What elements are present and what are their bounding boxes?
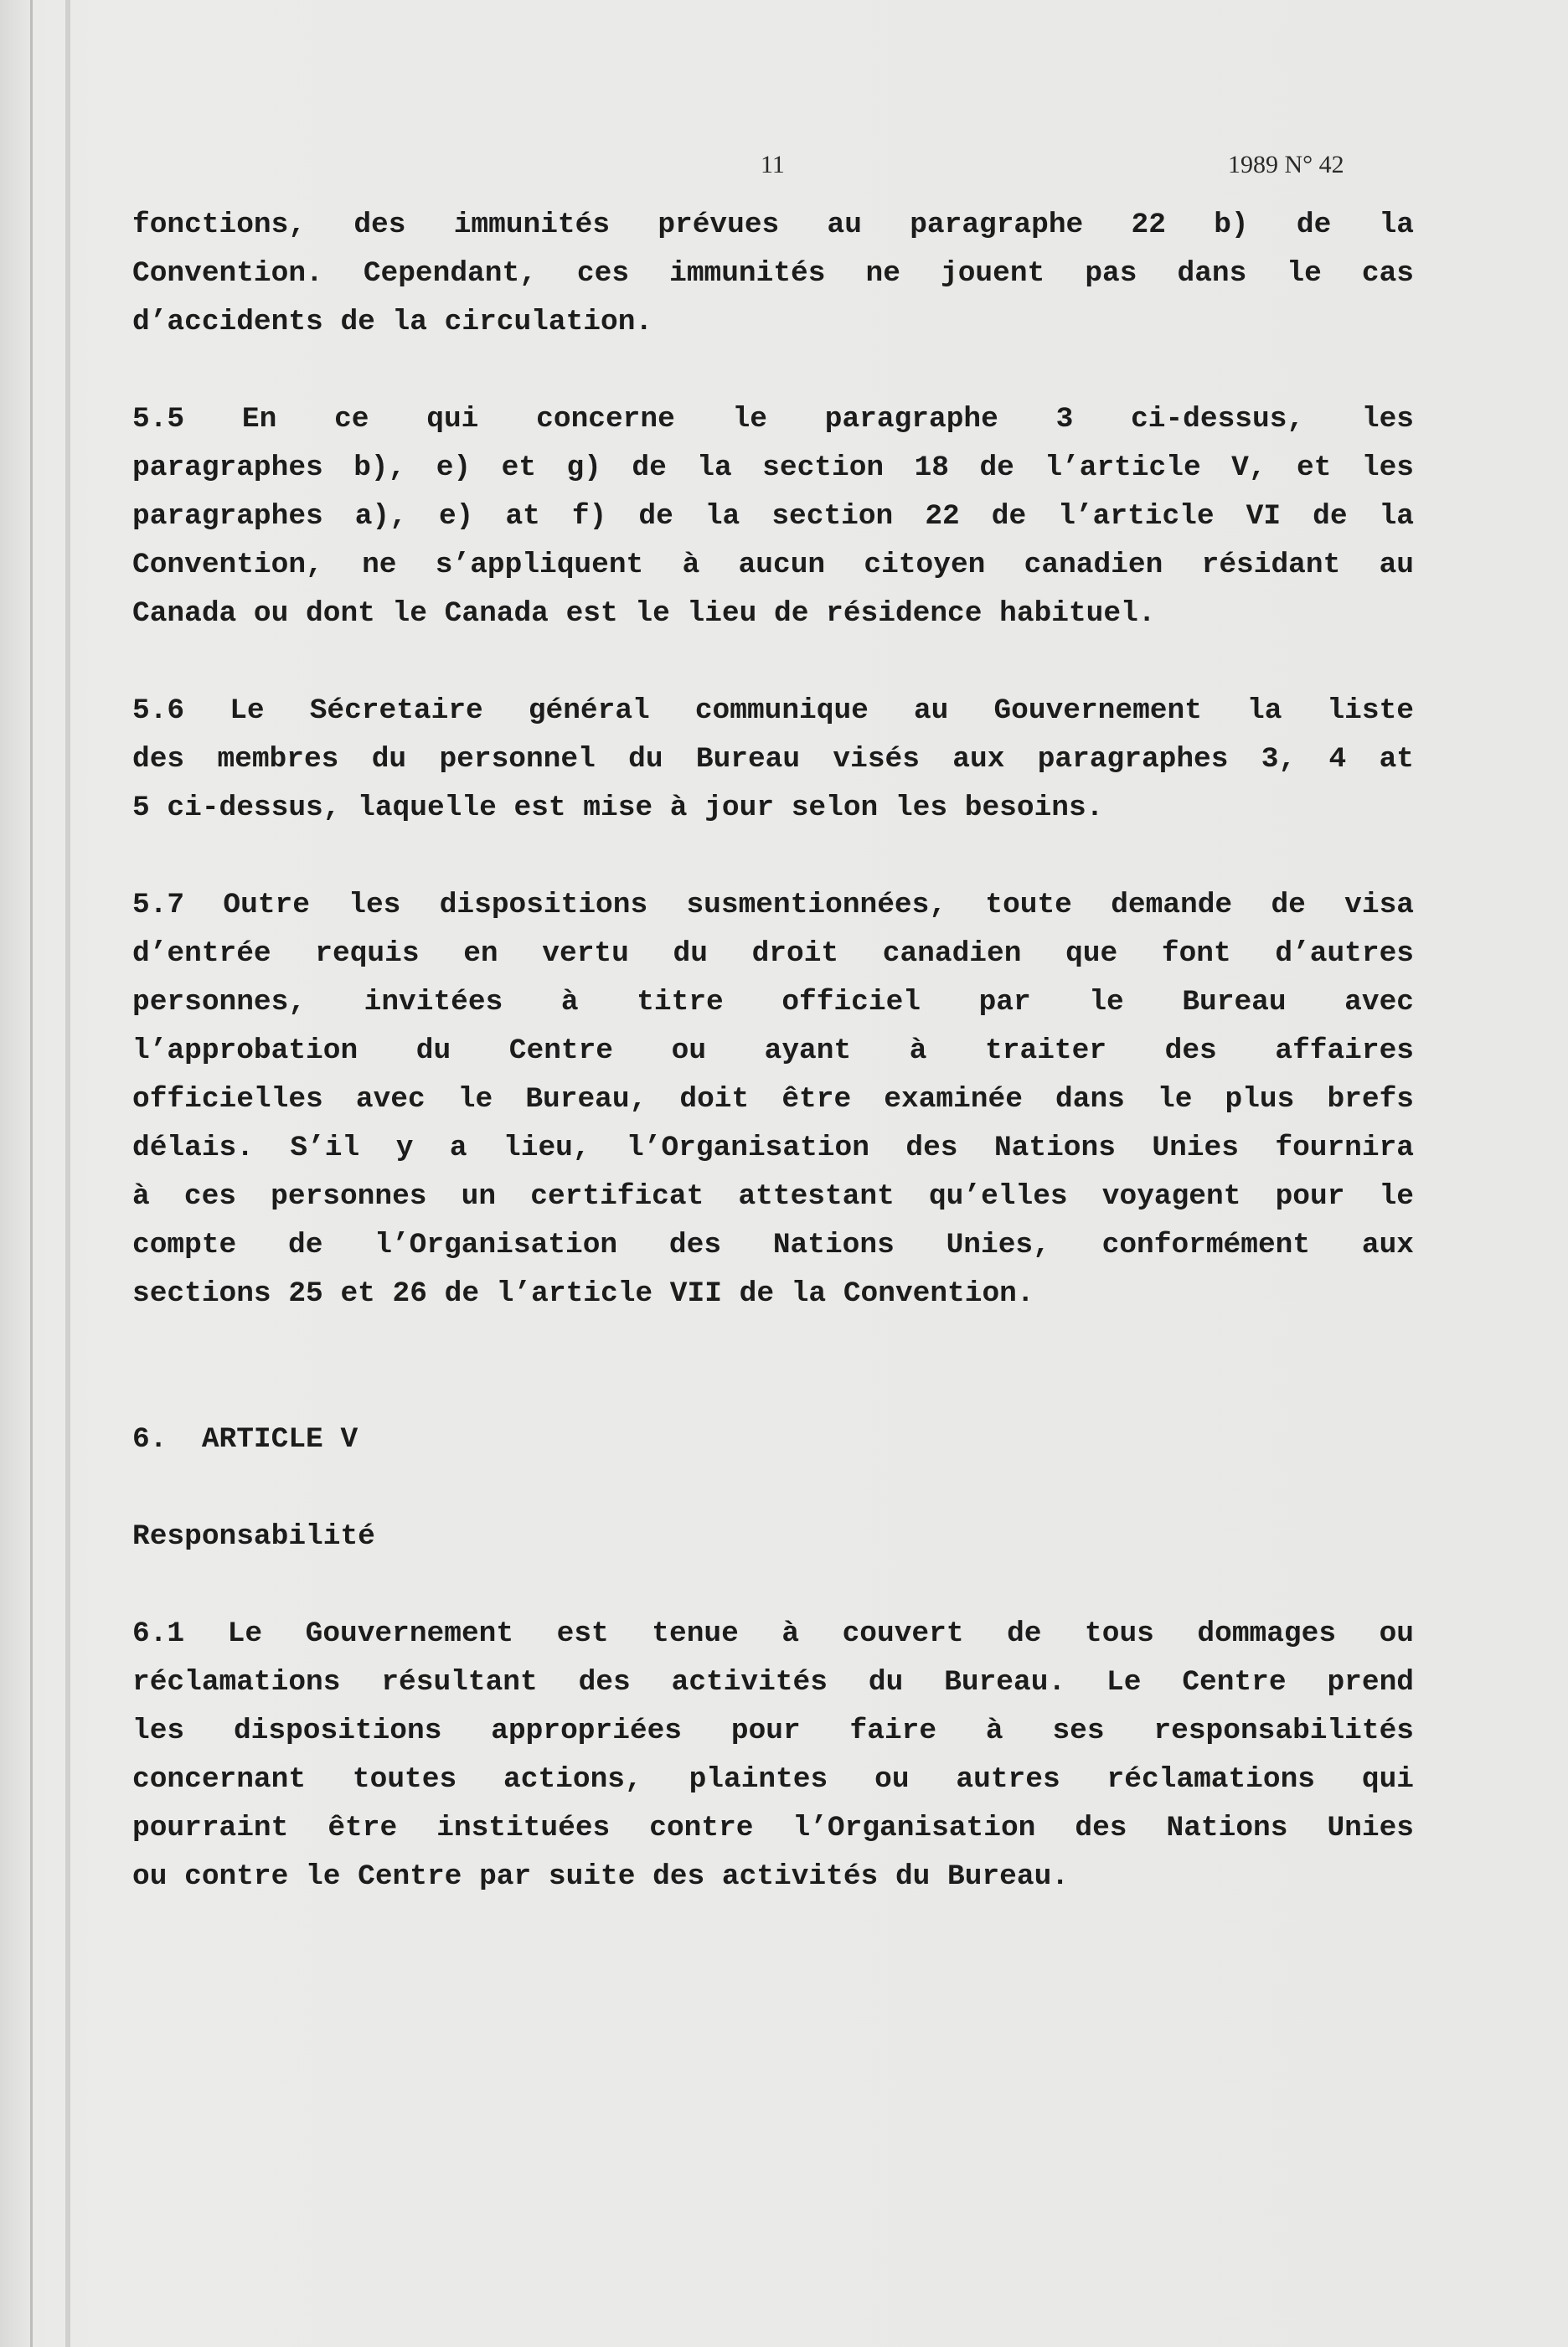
text-line: fonctions, des immunités prévues au paragraphe 22 b) de la	[132, 209, 1414, 241]
text-line: Convention. Cependant, ces immunités ne jouent pas dans le cas	[132, 257, 1414, 290]
text-line: paragraphes b), e) et g) de la section 18 de l’article V, et les	[132, 451, 1414, 484]
text-line: pourraint être instituées contre l’Organisation des Nations Unies	[132, 1812, 1414, 1844]
text-line: concernant toutes actions, plaintes ou autres réclamations qui	[132, 1763, 1414, 1796]
text-line: délais. S’il y a lieu, l’Organisation des Nations Unies fournira	[132, 1132, 1414, 1164]
text-line: officielles avec le Bureau, doit être examinée dans le plus brefs	[132, 1083, 1414, 1116]
document-reference: 1989 N° 42	[1228, 151, 1344, 178]
text-line: réclamations résultant des activités du Bureau. Le Centre prend	[132, 1666, 1414, 1699]
text-line: ou contre le Centre par suite des activités du Bureau.	[132, 1860, 1069, 1893]
text-line: 5.7 Outre les dispositions susmentionnées, toute demande de visa	[132, 889, 1414, 921]
text-line: Canada ou dont le Canada est le lieu de résidence habituel.	[132, 597, 1156, 630]
page-binding-fold	[65, 0, 70, 2347]
paragraph-5-7	[132, 881, 1414, 1318]
paragraph-immunities	[132, 201, 1414, 347]
paragraph-6-1	[132, 1610, 1414, 1901]
section-subheading: Responsabilité	[132, 1520, 375, 1553]
text-line: d’accidents de la circulation.	[132, 306, 653, 338]
section-heading: 6. ARTICLE V	[132, 1423, 358, 1456]
text-line: d’entrée requis en vertu du droit canadien que font d’autres	[132, 937, 1414, 970]
text-line: personnes, invitées à titre officiel par le Bureau avec	[132, 986, 1414, 1019]
text-line: 5 ci-dessus, laquelle est mise à jour selon les besoins.	[132, 792, 1104, 824]
text-line: sections 25 et 26 de l’article VII de la Convention.	[132, 1277, 1034, 1310]
page-binding-edge	[30, 0, 33, 2347]
document-body	[132, 201, 1414, 1901]
text-line: à ces personnes un certificat attestant qu’elles voyagent pour le	[132, 1180, 1414, 1213]
text-line: 6.1 Le Gouvernement est tenue à couvert de tous dommages ou	[132, 1617, 1414, 1650]
paragraph-5-6	[132, 687, 1414, 833]
paragraph-5-5	[132, 395, 1414, 638]
text-line: Convention, ne s’appliquent à aucun citoyen canadien résidant au	[132, 549, 1414, 581]
text-line: des membres du personnel du Bureau visés aux paragraphes 3, 4 at	[132, 743, 1414, 776]
page-number: 11	[761, 151, 785, 178]
text-line: l’approbation du Centre ou ayant à traiter des affaires	[132, 1034, 1414, 1067]
text-line: 5.6 Le Sécretaire général communique au Gouvernement la liste	[132, 694, 1414, 727]
text-line: compte de l’Organisation des Nations Unies, conformément aux	[132, 1229, 1414, 1261]
text-line: paragraphes a), e) at f) de la section 22 de l’article VI de la	[132, 500, 1414, 533]
text-line: 5.5 En ce qui concerne le paragraphe 3 ci-dessus, les	[132, 403, 1414, 436]
text-line: les dispositions appropriées pour faire à ses responsabilités	[132, 1715, 1414, 1747]
